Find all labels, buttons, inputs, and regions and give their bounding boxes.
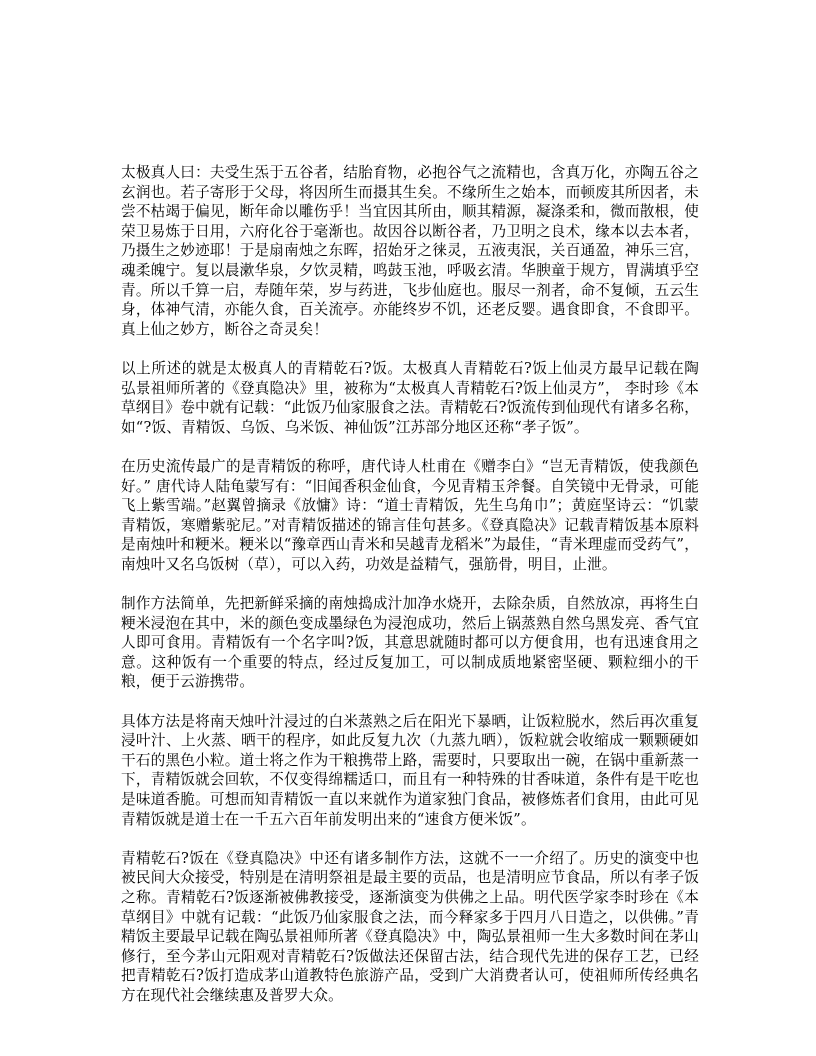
paragraph-legacy: 青精乾石?饭在《登真隐决》中还有诸多制作方法，这就不一一介绍了。历史的演变中也被民间大众接受，特别是在清明祭祖是最主要的贡品，也是清明应节食品，所以有孝子饭之称。青精乾石?饭逐渐被佛教接受，逐渐演变为供佛之上品。明代医学家李时珍在《本草纲目》中就有记载：“此饭乃仙家服食之法，而今释家多于四月八日造之，以供佛。”青精饭主要最早记载在陶弘景祖师所著《登真隐决》中，陶弘景祖师一生大多数时间在茅山修行，至今茅山元阳观对青精乾石?饭做法还保留古法，结合现代先进的保存工艺，已经把青精乾石?饭打造成茅山道教特色旅游产品，受到广大消费者认可，使祖师所传经典名方在现代社会继续惠及普罗大众。 [121,849,699,1004]
document-page [121,163,699,1025]
paragraph-preparation: 制作方法简单，先把新鲜采摘的南烛捣成汁加净水烧开，去除杂质，自然放凉，再将生白粳米浸泡在其中，米的颜色变成墨绿色为浸泡成功，然后上锅蒸熟自然乌黑发亮、香气宜人即可食用。青精饭有一个名字叫?饭，其意思就随时都可以方便食用，也有迅速食用之意。这种饭有一个重要的特点，经过反复加工，可以制成质地紧密坚硬、颗粒细小的干粮，便于云游携带。 [121,595,699,691]
paragraph-method-detail: 具体方法是将南天烛叶汁浸过的白米蒸熟之后在阳光下暴晒，让饭粒脱水，然后再次重复浸叶汁、上火蒸、晒干的程序，如此反复九次（九蒸九晒），饭粒就会收缩成一颗颗硬如干石的黑色小粒。道士将之作为干粮携带上路，需要时，只要取出一碗，在锅中重新蒸一下，青精饭就会回软，不仅变得绵糯适口，而且有一种特殊的甘香味道，条件有是干吃也是味道香脆。可想而知青精饭一直以来就作为道家独门食品，被修炼者们食用，由此可见青精饭就是道士在一千五六百年前发明出来的“速食方便米饭”。 [121,712,699,828]
paragraph-origin: 以上所述的就是太极真人的青精乾石?饭。太极真人青精乾石?饭上仙灵方最早记载在陶弘景祖师所著的《登真隐决》里，被称为“太极真人青精乾石?饭上仙灵方”， 李时珍《本草纲目》卷中就有记载：“此饭乃仙家服食之法。青精乾石?饭流传到仙现代有诸多名称，如“?饭、青精饭、乌饭、乌米饭、神仙饭”江苏部分地区还称“孝子饭”。 [121,359,699,436]
paragraph-taiji-quote: 太极真人曰：夫受生炁于五谷者，结胎育物，必抱谷气之流精也，含真万化，亦陶五谷之玄润也。若子寄形于父母，将因所生而摄其生矣。不缘所生之始本，而顿废其所因者，未尝不枯竭于偏见，断年命以雕伤乎！当宜因其所由，顺其精源，凝涤柔和，微而散根，使荣卫易炼于日用，六府化谷于毫渐也。故因谷以断谷者，乃卫明之良术，缘本以去本者，乃摄生之妙迹耶！于是扇南烛之东晖，招始牙之徕灵，五液夷泯，关百通盈，神乐三宫，魂柔魄宁。复以晨漱华泉，夕饮灵精，鸣鼓玉池，呼吸玄清。华腴童于规方，胃满填乎空青。所以千算一启，寿随年荣，岁与药进，飞步仙庭也。服尽一剂者，命不复倾，五云生身，体神气清，亦能久食，百关流亭。亦能终岁不饥，还老反婴。遇食即食，不食即平。真上仙之妙方，断谷之奇灵矣！ [121,164,699,338]
paragraph-poetry-history: 在历史流传最广的是青精饭的称呼，唐代诗人杜甫在《赠李白》“岂无青精饭，使我颜色好。” 唐代诗人陆龟蒙写有：“旧闻香积金仙食，今见青精玉斧餐。自笑镜中无骨录，可能飞上紫雪端。”赵翼曾摘录《放慵》诗：“道士青精饭，先生乌角巾”；黄庭坚诗云：“饥蒙青精饭，寒赠紫驼尼。”对青精饭描述的锦言佳句甚多。《登真隐决》记载青精饭基本原料是南烛叶和粳米。粳米以“豫章西山青米和吴越青龙稻米”为最佳，“青米理虚而受药气”，南烛叶又名乌饭树（草），可以入药，功效是益精气，强筋骨，明目，止泄。 [121,457,700,573]
